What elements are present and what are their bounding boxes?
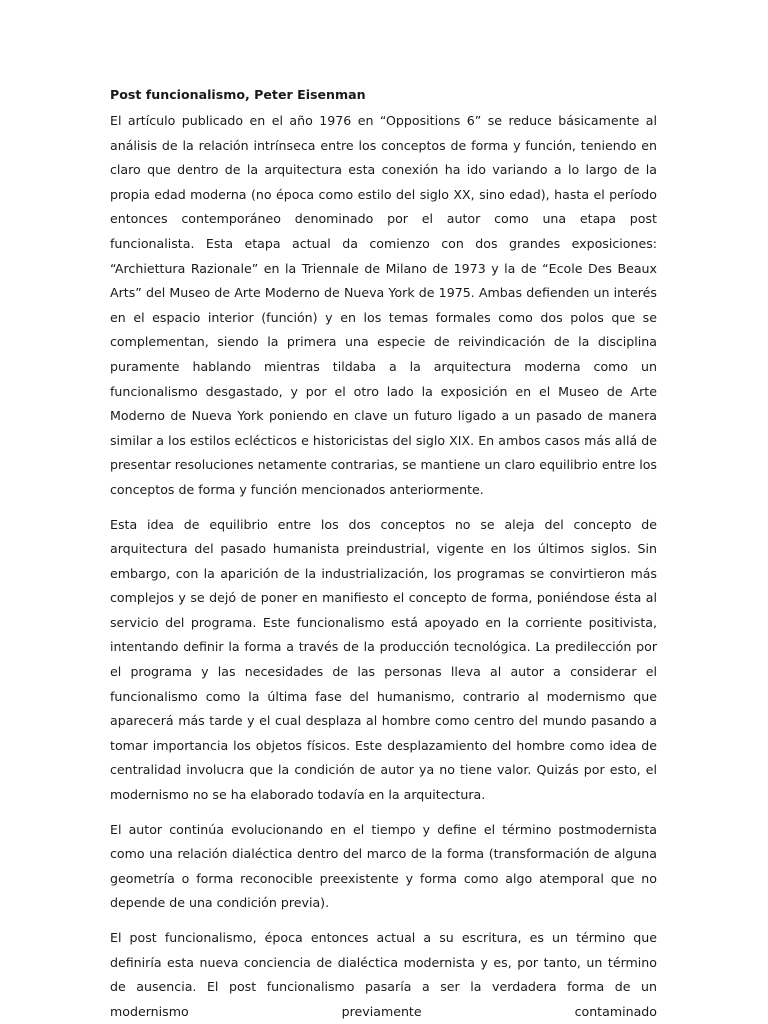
paragraph-4: El post funcionalismo, época entonces actual a su escritura, es un término que definiría esta nueva conciencia de dialéctica modernista y es, por tanto, un término de ausencia. El post funcionalismo pasaría a ser la verdadera forma de un modernismo previamente contaminado xyxy=(110,930,657,1019)
paragraph-3: El autor continúa evolucionando en el tiempo y define el término postmodernista como una relación dialéctica dentro del marco de la forma (transformación de alguna geometría o forma reconocible preexistente y forma como algo atemporal que no depende de una condición previa). xyxy=(110,821,657,911)
paragraph-1: El artículo publicado en el año 1976 en “Oppositions 6” se reduce básicamente al análisis de la relación intrínseca entre los conceptos de forma y función, teniendo en claro que dentro de la arquitectura esta conexión ha ido variando a lo largo de la propia edad moderna (no época como estilo del siglo XX, sino edad), hasta el período entonces contemporáneo denominado por el autor como una etapa post funcionalista. Esta etapa actual da comienzo con dos grandes exposiciones: “Archiettura Razionale” en la Triennale de Milano de 1973 y la de “Ecole Des Beaux Arts” del Museo de Arte Moderno de Nueva York de 1975. Ambas defienden un interés en el espacio interior (función) y en los temas formales como dos polos que se complementan, siendo la primera una especie de reivindicación de la disciplina puramente hablando mientras tildaba a la arquitectura moderna como un funcionalismo desgastado, y por el otro lado la exposición en el Museo de Arte Moderno de Nueva York poniendo en clave un futuro ligado a un pasado de manera similar a los estilos eclécticos e historicistas del siglo XIX. En ambos casos más allá de presentar resoluciones netamente contrarias, se mantiene un claro equilibrio entre los conceptos de forma y función mencionados anteriormente. xyxy=(110,113,657,497)
document-title: Post funcionalismo, Peter Eisenman xyxy=(110,87,366,102)
document-body xyxy=(110,85,657,1024)
paragraph-2: Esta idea de equilibrio entre los dos conceptos no se aleja del concepto de arquitectura del pasado humanista preindustrial, vigente en los últimos siglos. Sin embargo, con la aparición de la industrialización, los programas se convirtieron más complejos y se dejó de poner en manifiesto el concepto de forma, poniéndose ésta al servicio del programa. Este funcionalismo está apoyado en la corriente positivista, intentando definir la forma a través de la producción tecnológica. La predilección por el programa y las necesidades de las personas lleva al autor a considerar el funcionalismo como la última fase del humanismo, contrario al modernismo que aparecerá más tarde y el cual desplaza al hombre como centro del mundo pasando a tomar importancia los objetos físicos. Este desplazamiento del hombre como idea de centralidad involucra que la condición de autor ya no tiene valor. Quizás por esto, el modernismo no se ha elaborado todavía en la arquitectura. xyxy=(110,516,657,803)
